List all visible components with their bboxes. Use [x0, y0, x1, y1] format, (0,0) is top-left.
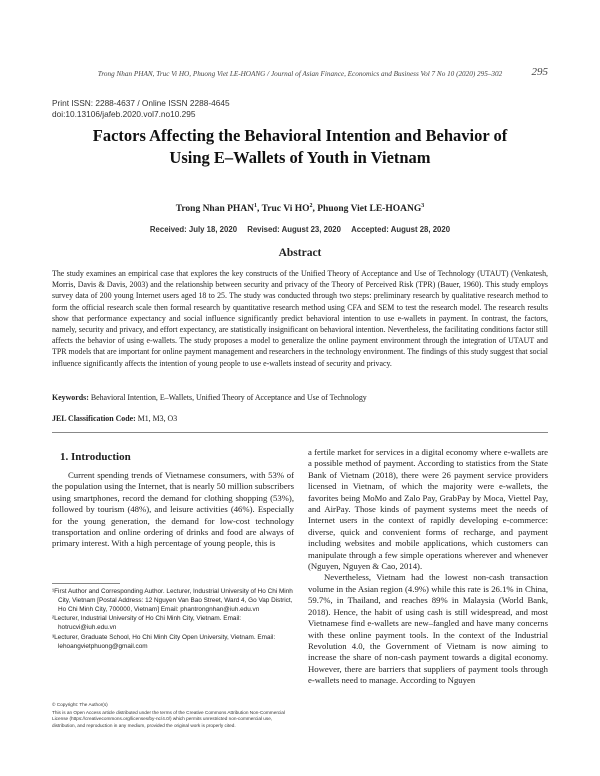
accepted-date: Accepted: August 28, 2020: [351, 225, 451, 234]
jel-label: JEL Classification Code:: [52, 414, 136, 423]
author-2-mark: 2: [309, 203, 313, 209]
author-2: Truc Vi HO: [261, 204, 310, 215]
intro-right-column: [308, 447, 548, 687]
intro-right-paragraph-1: a fertile market for services in a digital economy where e-wallets are a possible method of payment. According to statistics from the State Bank of Vietnam (2018), there were 26 payment service providers licensed in Vietnam, of which the majority were e-wallets, the favorites being MoMo and Zalo Pay, GrabPay by Moca, Viettel Pay, and AirPay. Those kinds of payment systems meet the needs of Internet users in the context of rapidly developing e-commerce: diverse, quick and convenient forms of recharge, and payment including websites and mobile applications, which customers can manipulate through a few simple operations wherever and whenever (Nguyen, Nguyen & Cao, 2014).: [308, 447, 548, 572]
author-3: Phuong Viet LE-HOANG: [317, 204, 422, 215]
jel-text: M1, M3, O3: [137, 414, 178, 423]
title-line-2: Using E–Wallets of Youth in Vietnam: [169, 148, 431, 167]
copyright-notice: [52, 702, 294, 729]
intro-right-paragraph-2: Nevertheless, Vietnam had the lowest non-cash transaction volume in the Asian region (4.9%) while this rate is 26.1% in China, 59.7%, in Thailand, and reaches 89% in Malaysia (World Bank, 2018). Hence, the habit of using cash is still widespread, and most Vietnamese find e-wallets are new–fangled and have many concerns with these online payment tools. In the context of the Industrial Revolution 4.0, the Government of Vietnam is now aiming to increase the share of non-cash payment towards a digital economy. However, there are barriers that suppliers of payment tools through e-wallets need to manage. According to Nguyen: [308, 572, 548, 686]
divider: [52, 432, 548, 433]
issn-block: [52, 98, 230, 120]
jel-code: [52, 413, 548, 424]
abstract-heading: Abstract: [278, 247, 322, 259]
doi-line: doi:10.13106/jafeb.2020.vol7.no10.295: [52, 109, 196, 119]
received-date: Received: July 18, 2020: [149, 225, 238, 234]
keywords-text: Behavioral Intention, E–Wallets, Unified Theory of Acceptance and Use of Technology: [90, 393, 367, 402]
license-text: This is an Open Access article distributed under the terms of the Creative Commons Attribution Non-Commercial License (https://creativecommons.org/licenses/by-nc/4.0/) which permits unrestricted non-commercial use, distribution, and reproduction in any medium, provided the original work is properly cited.: [52, 710, 285, 728]
issn-line: Print ISSN: 2288-4637 / Online ISSN 2288-4645: [52, 98, 230, 108]
paper-title: [60, 125, 540, 169]
footnote-2: ²Lecturer, Industrial University of Ho Chi Minh City, Vietnam. Email: hotrucvi@iuh.edu.vn: [52, 615, 242, 632]
section-heading: 1. Introduction: [60, 451, 131, 463]
keywords: [52, 392, 548, 403]
footnote-3: ³Lecturer, Graduate School, Ho Chi Minh City Open University, Vietnam. Email: lehoangvietphuong@gmail.com: [52, 633, 276, 650]
author-1: Trong Nhan PHAN: [175, 204, 255, 215]
footnote-1: ¹First Author and Corresponding Author. Lecturer, Industrial University of Ho Chi Minh City, Vietnam [Postal Address: 12 Nguyen Van Bao Street, Ward 4, Go Vap District, Ho Chi Minh City, 700000, Vietnam] Email: phantrongnhan@iuh.edu.vn: [52, 588, 293, 613]
abstract-text: The study examines an empirical case that explores the key constructs of the Unified Theory of Acceptance and Use of Technology (UTAUT) (Venkatesh, Morris, Davis & Davis, 2003) and the relationship between security and privacy of the Theory of Perceived Risk (TPR) (Bauer, 1960). This study employs survey data of 200 young Internet users aged 18 to 25. The study was conducted through two steps: preliminary research by qualitative research method to form the official research scale then formal research by quantitative research method using CFA and SEM to test the research model. The research results show that performance expectancy and social influence significantly predict behavioral intention to use e-wallets in payment. In contrast, the factors, namely, security and privacy, and effort expectancy, are statistically insignificant on behavioral intention. Nevertheless, the facilitating conditions factor still affects the behavior of using e-wallets. The study proposes a model to generalize the online payment environment through the integration of UTAUT and TPR models that are important for online payment management and researchers in the technology environment. The findings of this study suggest that social influence significantly affects the intention of young people to use e-wallets instead of security and privacy.: [52, 269, 548, 368]
intro-left-column: [52, 470, 294, 550]
footnote-rule: [52, 583, 120, 584]
keywords-label: Keywords:: [52, 393, 89, 402]
running-head: Trong Nhan PHAN, Truc Vi HO, Phuong Viet LE-HOANG / Journal of Asian Finance, Economics and Business Vol 7 No 10 (2020) 295–302: [97, 70, 503, 78]
author-1-mark: 1: [254, 203, 258, 209]
revised-date: Revised: August 23, 2020: [247, 225, 341, 234]
page-number: 295: [531, 66, 548, 78]
author-list: Trong Nhan PHAN$^1$, Truc Vi $HO^2$, Phuong Viet LE-HOANG$^3$: [175, 203, 425, 215]
copyright-line: © Copyright: The Author(s): [52, 702, 108, 707]
title-line-1: Factors Affecting the Behavioral Intention and Behavior of: [92, 126, 508, 145]
article-dates: [0, 225, 600, 234]
intro-paragraph-1: Current spending trends of Vietnamese consumers, with 53% of the population using the Internet, that is nearly 50 million subscribers using smartphones, record the demand for clothing shopping (53%), followed by tourism (48%), and leisure activities (46%). Especially for the young generation, the demand for low-cost technology transportation and online ordering of drinks and food are always of primary interest. With a high percentage of young people, this is: [52, 470, 294, 549]
author-3-mark: 3: [421, 203, 425, 209]
footnotes: [52, 588, 294, 652]
